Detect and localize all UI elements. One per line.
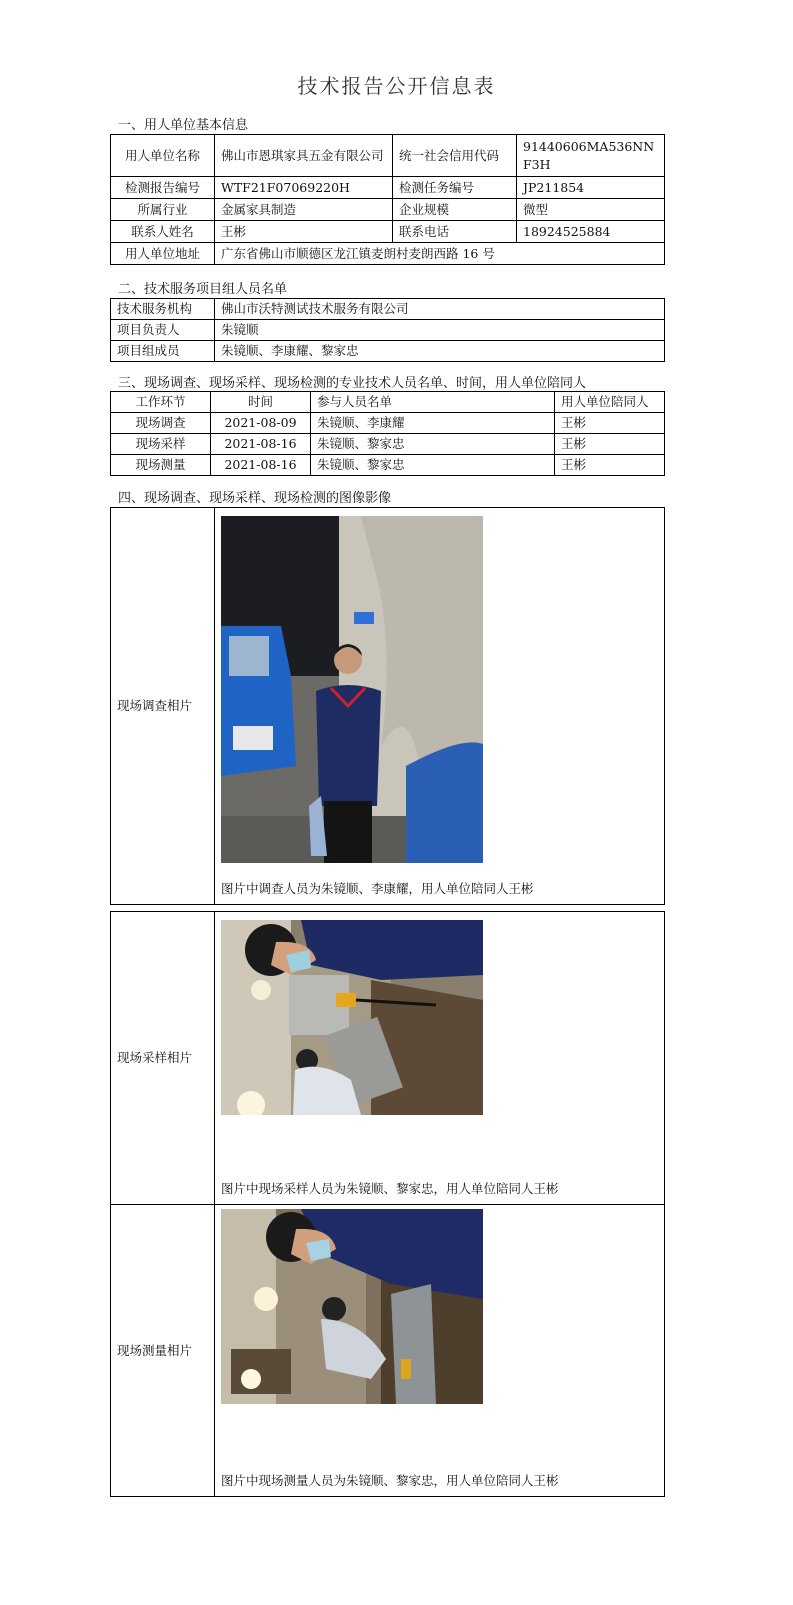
- table-row: [111, 221, 665, 243]
- companion-cell: 王彬: [555, 434, 665, 455]
- section-4-heading: 四、现场调查、现场采样、现场检测的图像影像: [118, 491, 392, 506]
- table-row: [111, 199, 665, 221]
- table-row: [111, 177, 665, 199]
- column-header: 工作环节: [111, 392, 211, 413]
- photo-table-survey: [110, 507, 665, 905]
- photo-cell: [215, 508, 665, 905]
- photo-table-sampling: [110, 911, 665, 1205]
- field-label: 检测任务编号: [393, 177, 517, 199]
- field-label: 技术服务机构: [111, 299, 215, 320]
- table-row: [111, 320, 665, 341]
- field-label: 项目负责人: [111, 320, 215, 341]
- schedule-table: [110, 391, 665, 476]
- measurement-photo: [221, 1209, 483, 1404]
- field-value: WTF21F07069220H: [215, 177, 393, 199]
- photo-cell: [215, 1205, 665, 1497]
- table-row: [111, 413, 665, 434]
- address-label: 用人单位地址: [111, 243, 215, 265]
- photo-caption: 图片中现场采样人员为朱镜顺、黎家忠，用人单位陪同人王彬: [221, 1181, 559, 1196]
- section-2-heading: 二、技术服务项目组人员名单: [118, 282, 288, 297]
- field-value: 金属家具制造: [215, 199, 393, 221]
- field-value: 佛山市沃特测试技术服务有限公司: [215, 299, 665, 320]
- column-header: 参与人员名单: [311, 392, 555, 413]
- table-row: [111, 912, 665, 1205]
- field-label: 统一社会信用代码: [393, 135, 517, 177]
- photo-caption: 图片中调查人员为朱镜顺、李康耀，用人单位陪同人王彬: [221, 881, 534, 896]
- table-row: [111, 455, 665, 476]
- table-row: [111, 135, 665, 177]
- companion-cell: 王彬: [555, 413, 665, 434]
- table-row: [111, 434, 665, 455]
- section-1-heading: 一、用人单位基本信息: [118, 118, 249, 133]
- field-value: JP211854: [517, 177, 665, 199]
- photo-cell: [215, 912, 665, 1205]
- table-row: [111, 243, 665, 265]
- column-header: 时间: [211, 392, 311, 413]
- participants-cell: 朱镜顺、黎家忠: [311, 434, 555, 455]
- field-label: 用人单位名称: [111, 135, 215, 177]
- page-title: 技术报告公开信息表: [297, 74, 496, 98]
- table-row: [111, 508, 665, 905]
- date-cell: 2021-08-09: [211, 413, 311, 434]
- field-label: 所属行业: [111, 199, 215, 221]
- table-header-row: [111, 392, 665, 413]
- field-label: 企业规模: [393, 199, 517, 221]
- photo-label: 现场测量相片: [111, 1205, 215, 1497]
- field-label: 联系人姓名: [111, 221, 215, 243]
- column-header: 用人单位陪同人: [555, 392, 665, 413]
- table-row: [111, 299, 665, 320]
- stage-cell: 现场采样: [111, 434, 211, 455]
- survey-photo: [221, 516, 483, 863]
- photo-label: 现场采样相片: [111, 912, 215, 1205]
- photo-caption: 图片中现场测量人员为朱镜顺、黎家忠，用人单位陪同人王彬: [221, 1473, 559, 1488]
- photo-table-measurement: [110, 1204, 665, 1497]
- field-label: 检测报告编号: [111, 177, 215, 199]
- companion-cell: 王彬: [555, 455, 665, 476]
- field-value: 佛山市恩琪家具五金有限公司: [215, 135, 393, 177]
- date-cell: 2021-08-16: [211, 434, 311, 455]
- table-row: [111, 341, 665, 362]
- stage-cell: 现场测量: [111, 455, 211, 476]
- stage-cell: 现场调查: [111, 413, 211, 434]
- photo-label: 现场调查相片: [111, 508, 215, 905]
- team-table: [110, 298, 665, 362]
- field-value: 微型: [517, 199, 665, 221]
- field-label: 项目组成员: [111, 341, 215, 362]
- field-value: 91440606MA536NNF3H: [517, 135, 665, 177]
- field-label: 联系电话: [393, 221, 517, 243]
- address-value: 广东省佛山市顺德区龙江镇麦朗村麦朗西路 16 号: [215, 243, 665, 265]
- field-value: 朱镜顺、李康耀、黎家忠: [215, 341, 665, 362]
- field-value: 王彬: [215, 221, 393, 243]
- section-3-heading: 三、现场调查、现场采样、现场检测的专业技术人员名单、时间，用人单位陪同人: [118, 376, 587, 391]
- field-value: 朱镜顺: [215, 320, 665, 341]
- participants-cell: 朱镜顺、黎家忠: [311, 455, 555, 476]
- field-value: 18924525884: [517, 221, 665, 243]
- date-cell: 2021-08-16: [211, 455, 311, 476]
- table-row: [111, 1205, 665, 1497]
- participants-cell: 朱镜顺、李康耀: [311, 413, 555, 434]
- basic-info-table: [110, 134, 665, 265]
- sampling-photo: [221, 920, 483, 1115]
